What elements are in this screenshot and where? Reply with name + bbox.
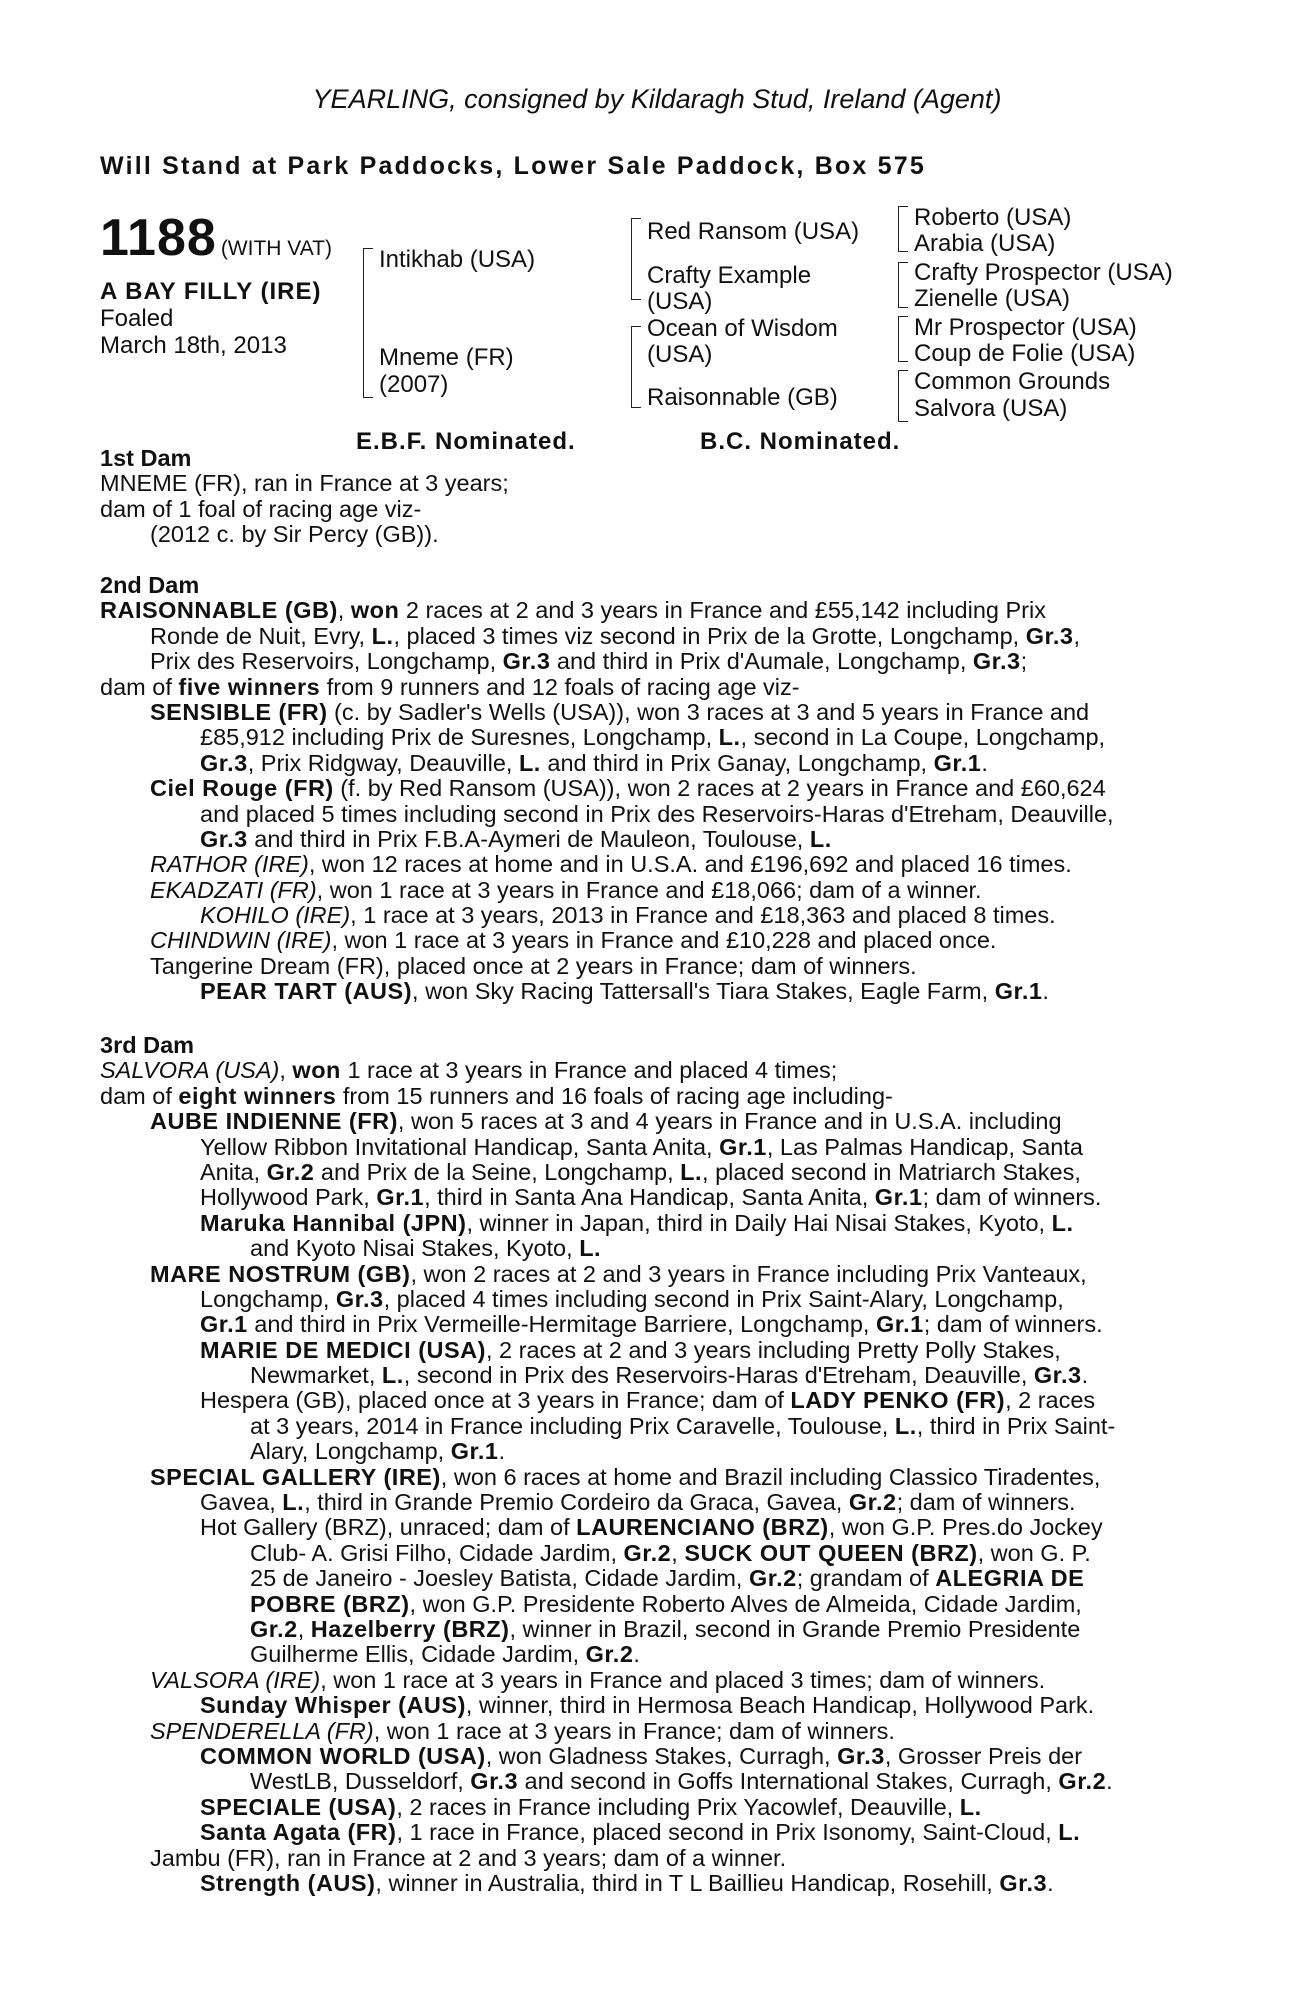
text-line bbox=[100, 776, 1202, 801]
sd-dam: Zienelle (USA) bbox=[914, 285, 1071, 312]
text: , winner in Australia, third in T L Baillieu Handicap, Rosehill, bbox=[375, 1869, 1000, 1896]
text: , won 12 races at home and in U.S.A. and £196,692 and placed 16 times. bbox=[308, 851, 1072, 878]
grade: Gr.2 bbox=[585, 1641, 634, 1668]
text-line: dam of 1 foal of racing age viz- bbox=[100, 495, 422, 522]
pedigree-brace bbox=[631, 218, 641, 300]
text: , won 1 race at 3 years in France; dam of winners. bbox=[373, 1717, 895, 1744]
dam-year: (2007) bbox=[379, 371, 449, 398]
text: . bbox=[981, 749, 988, 776]
text-line bbox=[100, 1058, 1202, 1083]
runner-name: RATHOR (IRE) bbox=[150, 851, 309, 878]
text-line bbox=[100, 1262, 1202, 1287]
sd-sire: Crafty Prospector (USA) bbox=[914, 259, 1173, 286]
runner-name: PEAR TART (AUS) bbox=[200, 978, 413, 1005]
text: , Las Palmas Handicap, Santa bbox=[766, 1133, 1083, 1160]
text: five winners bbox=[178, 673, 321, 700]
text: won bbox=[350, 597, 400, 624]
text: from 9 runners and 12 foals of racing age viz- bbox=[320, 673, 800, 700]
text: , third in Prix Saint- bbox=[916, 1412, 1116, 1439]
text: and second in Goffs International Stakes, Curragh, bbox=[518, 1768, 1059, 1795]
text: , bbox=[337, 597, 351, 624]
runner-name: CHINDWIN (IRE) bbox=[150, 927, 332, 954]
text: , won 5 races at 3 and 4 years in France and in U.S.A. including bbox=[397, 1108, 1062, 1135]
text-line bbox=[100, 1795, 1202, 1820]
text-line bbox=[100, 1719, 1202, 1744]
grade: Gr.1 bbox=[450, 1438, 499, 1465]
text: , won G. P. bbox=[977, 1539, 1091, 1566]
text: Gavea, bbox=[200, 1489, 283, 1516]
text-line bbox=[100, 1668, 1202, 1693]
text: , won 2 races at 2 and 3 years in France including Prix Vanteaux, bbox=[410, 1260, 1087, 1287]
text-line bbox=[100, 1465, 1202, 1490]
text: Anita, bbox=[200, 1158, 267, 1185]
text-line bbox=[100, 751, 1202, 776]
section-heading: 2nd Dam bbox=[100, 572, 200, 598]
text: , bbox=[1073, 622, 1080, 649]
dam-name: Mneme (FR) bbox=[379, 344, 514, 371]
text-line bbox=[100, 1617, 1202, 1642]
text-line bbox=[100, 1592, 1202, 1617]
page-subtitle: YEARLING, consigned by Kildaragh Stud, Ireland (Agent) bbox=[312, 84, 1002, 114]
text: , won G.P. Pres.do Jockey bbox=[828, 1514, 1103, 1541]
text: and third in Prix Ganay, Longchamp, bbox=[540, 749, 934, 776]
text: , bbox=[297, 1615, 311, 1642]
grade: L. bbox=[381, 1362, 404, 1389]
dam-sire-2: (USA) bbox=[647, 341, 713, 368]
runner-name: Hazelberry (BRZ) bbox=[310, 1615, 510, 1642]
text: , 1 race in France, placed second in Prix Isonomy, Saint-Cloud, bbox=[396, 1819, 1059, 1846]
grade: Gr.2 bbox=[623, 1539, 672, 1566]
text-line bbox=[100, 1642, 1202, 1667]
runner-name: SPECIALE (USA) bbox=[200, 1793, 397, 1820]
grade: Gr.3 bbox=[470, 1768, 519, 1795]
text-line bbox=[100, 1744, 1202, 1769]
text-line bbox=[100, 928, 1202, 953]
text-line: and placed 5 times including second in Prix des Reservoirs-Haras d'Etreham, Deauville, bbox=[200, 800, 1114, 827]
text: , placed 4 times including second in Prix Saint-Alary, Longchamp, bbox=[383, 1285, 1064, 1312]
text: (f. by Red Ransom (USA)), won 2 races at 2 years in France and £60,624 bbox=[333, 775, 1106, 802]
text: , won Gladness Stakes, Curragh, bbox=[485, 1742, 838, 1769]
runner-name: VALSORA (IRE) bbox=[150, 1666, 321, 1693]
text: . bbox=[498, 1438, 505, 1465]
runner-name: MARIE DE MEDICI (USA) bbox=[200, 1336, 486, 1363]
text: . bbox=[1047, 1869, 1054, 1896]
bc-nominated: B.C. Nominated. bbox=[700, 428, 901, 455]
ebf-nominated: E.B.F. Nominated. bbox=[356, 428, 576, 455]
text: and third in Prix Vermeille-Hermitage Barriere, Longchamp, bbox=[247, 1311, 876, 1338]
text: , Prix Ridgway, Deauville, bbox=[247, 749, 519, 776]
text: dam of bbox=[100, 673, 179, 700]
text: 2 races at 2 and 3 years in France and £55,142 including Prix bbox=[399, 597, 1046, 624]
grade: Gr.2 bbox=[266, 1158, 315, 1185]
text-line bbox=[100, 1414, 1202, 1439]
text: , won Sky Racing Tattersall's Tiara Stakes, Eagle Farm, bbox=[412, 978, 995, 1005]
text-line bbox=[100, 1541, 1202, 1566]
grade: Gr.2 bbox=[748, 1565, 797, 1592]
text: Hollywood Park, bbox=[200, 1184, 377, 1211]
text: ; dam of winners. bbox=[922, 1184, 1102, 1211]
text-line bbox=[100, 1236, 1202, 1261]
text: Club- A. Grisi Filho, Cidade Jardim, bbox=[250, 1539, 624, 1566]
text-line bbox=[100, 852, 1202, 877]
text: ; dam of winners. bbox=[896, 1489, 1076, 1516]
grade: L. bbox=[282, 1489, 305, 1516]
text: Ronde de Nuit, Evry, bbox=[150, 622, 372, 649]
section-heading: 3rd Dam bbox=[100, 1032, 195, 1058]
grade: L. bbox=[1051, 1209, 1074, 1236]
runner-name: Sunday Whisper (AUS) bbox=[200, 1692, 466, 1719]
text: . bbox=[1042, 978, 1049, 1005]
text-line bbox=[100, 1109, 1202, 1134]
section-heading: 1st Dam bbox=[100, 445, 192, 471]
text: , 2 races bbox=[1005, 1387, 1096, 1414]
text: from 15 runners and 16 foals of racing age including- bbox=[336, 1082, 893, 1109]
pedigree-brace bbox=[898, 316, 908, 362]
runner-name: RAISONNABLE (GB) bbox=[100, 597, 338, 624]
runner-name: SPECIAL GALLERY (IRE) bbox=[150, 1463, 441, 1490]
grade: Gr.1 bbox=[200, 1311, 248, 1338]
runner-name: Ciel Rouge (FR) bbox=[150, 775, 334, 802]
grade: L. bbox=[959, 1793, 982, 1820]
runner-name: AUBE INDIENNE (FR) bbox=[150, 1108, 398, 1135]
text: WestLB, Dusseldorf, bbox=[250, 1768, 471, 1795]
grade: L. bbox=[1058, 1819, 1081, 1846]
sire-sire: Red Ransom (USA) bbox=[647, 218, 860, 245]
text-line bbox=[100, 1769, 1202, 1794]
text-line bbox=[100, 1820, 1202, 1845]
text: eight winners bbox=[178, 1082, 337, 1109]
text: and Prix de la Seine, Longchamp, bbox=[314, 1158, 681, 1185]
stand-location: Will Stand at Park Paddocks, Lower Sale Paddock, Box 575 bbox=[100, 152, 926, 180]
grade: Gr.1 bbox=[933, 749, 982, 776]
pedigree-brace bbox=[898, 262, 908, 308]
text: ; dam of winners. bbox=[923, 1311, 1103, 1338]
text: , won 1 race at 3 years in France and placed 3 times; dam of winners. bbox=[320, 1666, 1046, 1693]
grade: L. bbox=[809, 825, 832, 852]
ds-sire: Mr Prospector (USA) bbox=[914, 314, 1137, 341]
text: . bbox=[1106, 1768, 1113, 1795]
grade: Gr.2 bbox=[848, 1489, 897, 1516]
text: Guilherme Ellis, Cidade Jardim, bbox=[250, 1641, 586, 1668]
text-line bbox=[100, 649, 1202, 674]
ss-sire: Roberto (USA) bbox=[914, 204, 1072, 231]
pedigree-brace bbox=[898, 370, 908, 422]
text-line bbox=[100, 700, 1202, 725]
sire-dam-2: (USA) bbox=[647, 288, 713, 315]
text: won bbox=[292, 1057, 341, 1084]
text-line bbox=[100, 903, 1202, 928]
text: Longchamp, bbox=[200, 1285, 336, 1312]
grade: Gr.1 bbox=[719, 1133, 767, 1160]
grade: Gr.2 bbox=[1058, 1768, 1107, 1795]
text: , bbox=[671, 1539, 685, 1566]
text: dam of bbox=[100, 1082, 179, 1109]
second-dam-section bbox=[100, 573, 1202, 1005]
text: , 2 races at 2 and 3 years including Pretty Polly Stakes, bbox=[485, 1336, 1061, 1363]
text: Alary, Longchamp, bbox=[250, 1438, 451, 1465]
text: , Grosser Preis der bbox=[884, 1742, 1083, 1769]
runner-name: LADY PENKO (FR) bbox=[790, 1387, 1006, 1414]
text: , 1 race at 3 years, 2013 in France and £18,363 and placed 8 times. bbox=[350, 902, 1056, 929]
text-line bbox=[100, 1084, 1202, 1109]
text-line: (2012 c. by Sir Percy (GB)). bbox=[150, 521, 439, 548]
text: Yellow Ribbon Invitational Handicap, Santa Anita, bbox=[200, 1133, 720, 1160]
grade: Gr.1 bbox=[874, 1184, 923, 1211]
text: (c. by Sadler's Wells (USA)), won 3 races at 3 and 5 years in France and bbox=[327, 698, 1090, 725]
text: , second in La Coupe, Longchamp, bbox=[740, 724, 1106, 751]
runner-name: LAURENCIANO (BRZ) bbox=[576, 1514, 829, 1541]
pedigree-brace bbox=[631, 326, 641, 408]
text: and third in Prix F.B.A-Aymeri de Mauleon, Toulouse, bbox=[247, 825, 810, 852]
vat-note: (WITH VAT) bbox=[220, 237, 333, 260]
text-line bbox=[100, 725, 1202, 750]
dd-dam: Salvora (USA) bbox=[914, 395, 1068, 422]
text-line bbox=[100, 1211, 1202, 1236]
grade: Gr.3 bbox=[1025, 622, 1074, 649]
runner-name: SPENDERELLA (FR) bbox=[150, 1717, 374, 1744]
runner-name: Strength (AUS) bbox=[200, 1869, 376, 1896]
text-line bbox=[100, 624, 1202, 649]
runner-name: EKADZATI (FR) bbox=[150, 876, 317, 903]
text: Newmarket, bbox=[250, 1362, 382, 1389]
text: , placed second in Matriarch Stakes, bbox=[702, 1158, 1081, 1185]
text-line bbox=[100, 878, 1202, 903]
foaled-date: March 18th, 2013 bbox=[100, 332, 287, 359]
text: , won 1 race at 3 years in France and £18,066; dam of a winner. bbox=[316, 876, 982, 903]
text-line bbox=[100, 1871, 1202, 1896]
text-line: Tangerine Dream (FR), placed once at 2 years in France; dam of winners. bbox=[150, 952, 917, 979]
text: 1 race at 3 years in France and placed 4 times; bbox=[340, 1057, 838, 1084]
pedigree-brace bbox=[898, 206, 908, 252]
grade: L. bbox=[371, 622, 394, 649]
text: , bbox=[279, 1057, 293, 1084]
text-line bbox=[100, 1338, 1202, 1363]
text-line bbox=[100, 598, 1202, 623]
text: , won G.P. Presidente Roberto Alves de Almeida, Cidade Jardim, bbox=[409, 1590, 1082, 1617]
text: . bbox=[633, 1641, 640, 1668]
runner-name: KOHILO (IRE) bbox=[200, 902, 351, 929]
text: Hot Gallery (BRZ), unraced; dam of bbox=[200, 1514, 577, 1541]
grade: Gr.2 bbox=[250, 1615, 298, 1642]
text: , won 1 race at 3 years in France and £10,228 and placed once. bbox=[331, 927, 997, 954]
text-line: MNEME (FR), ran in France at 3 years; bbox=[100, 470, 509, 497]
grade: Gr.1 bbox=[376, 1184, 425, 1211]
text-line bbox=[100, 1135, 1202, 1160]
text-line bbox=[100, 1490, 1202, 1515]
text: ; bbox=[1020, 648, 1028, 675]
text-line: Jambu (FR), ran in France at 2 and 3 years; dam of a winner. bbox=[150, 1844, 787, 1871]
sire: Intikhab (USA) bbox=[379, 246, 536, 273]
grade: L. bbox=[680, 1158, 703, 1185]
grade: Gr.3 bbox=[972, 648, 1021, 675]
text: and Kyoto Nisai Stakes, Kyoto, bbox=[250, 1235, 580, 1262]
runner-name: COMMON WORLD (USA) bbox=[200, 1742, 486, 1769]
grade: Gr.1 bbox=[994, 978, 1043, 1005]
third-dam-section bbox=[100, 1033, 1202, 1896]
grade: L. bbox=[894, 1412, 917, 1439]
text-line bbox=[100, 827, 1202, 852]
dd-sire: Common Grounds bbox=[914, 368, 1111, 395]
text: , third in Grande Premio Cordeiro da Graca, Gavea, bbox=[304, 1489, 849, 1516]
text: Hespera (GB), placed once at 3 years in France; dam of bbox=[200, 1387, 791, 1414]
first-dam-section bbox=[100, 446, 1202, 548]
grade: Gr.1 bbox=[875, 1311, 924, 1338]
grade: Gr.3 bbox=[999, 1869, 1048, 1896]
runner-name: ALEGRIA DE bbox=[935, 1565, 1085, 1592]
text: , winner in Brazil, second in Grande Premio Presidente bbox=[509, 1615, 1081, 1642]
text: . bbox=[1081, 1362, 1089, 1389]
text: , won 6 races at home and Brazil including Classico Tiradentes, bbox=[440, 1463, 1101, 1490]
text: , third in Santa Ana Handicap, Santa Anita, bbox=[424, 1184, 875, 1211]
text-line bbox=[100, 1566, 1202, 1591]
grade: L. bbox=[518, 749, 541, 776]
text: 25 de Janeiro - Joesley Batista, Cidade Jardim, bbox=[250, 1565, 749, 1592]
text: ; grandam of bbox=[796, 1565, 936, 1592]
lot-number-block bbox=[100, 208, 332, 268]
runner-name: POBRE (BRZ) bbox=[250, 1590, 410, 1617]
text-line bbox=[100, 1515, 1202, 1540]
grade: Gr.3 bbox=[1033, 1362, 1082, 1389]
grade: Gr.3 bbox=[335, 1285, 384, 1312]
text: , 2 races in France including Prix Yacowlef, Deauville, bbox=[396, 1793, 960, 1820]
text-line bbox=[100, 979, 1202, 1004]
runner-name: SENSIBLE (FR) bbox=[150, 698, 328, 725]
text: , winner in Japan, third in Daily Hai Nisai Stakes, Kyoto, bbox=[466, 1209, 1052, 1236]
ss-dam: Arabia (USA) bbox=[914, 230, 1056, 257]
runner-name: SUCK OUT QUEEN (BRZ) bbox=[684, 1539, 978, 1566]
text: , winner, third in Hermosa Beach Handicap, Hollywood Park. bbox=[465, 1692, 1095, 1719]
dam-dam: Raisonnable (GB) bbox=[647, 384, 838, 411]
text-line bbox=[100, 1185, 1202, 1210]
text-line bbox=[100, 1287, 1202, 1312]
pedigree-brace bbox=[363, 248, 373, 398]
lot-number: 1188 bbox=[100, 209, 217, 267]
text-line bbox=[100, 1388, 1202, 1413]
sire-dam-1: Crafty Example bbox=[647, 262, 812, 289]
grade: Gr.3 bbox=[837, 1742, 885, 1769]
ds-dam: Coup de Folie (USA) bbox=[914, 340, 1136, 367]
text-line bbox=[100, 1160, 1202, 1185]
horse-name: A BAY FILLY (IRE) bbox=[100, 278, 322, 305]
dam-sire-1: Ocean of Wisdom bbox=[647, 315, 838, 342]
foaled-label: Foaled bbox=[100, 305, 174, 332]
grade: L. bbox=[579, 1235, 602, 1262]
text-line bbox=[100, 675, 1202, 700]
text-line bbox=[100, 1312, 1202, 1337]
text: at 3 years, 2014 in France including Prix Caravelle, Toulouse, bbox=[250, 1412, 895, 1439]
runner-name: MARE NOSTRUM (GB) bbox=[150, 1260, 411, 1287]
runner-name: SALVORA (USA) bbox=[100, 1057, 280, 1084]
grade: Gr.3 bbox=[200, 825, 248, 852]
text-line bbox=[100, 1439, 1202, 1464]
text: Prix des Reservoirs, Longchamp, bbox=[150, 648, 503, 675]
text: , second in Prix des Reservoirs-Haras d'Etreham, Deauville, bbox=[403, 1362, 1034, 1389]
grade: Gr.3 bbox=[502, 648, 551, 675]
runner-name: Maruka Hannibal (JPN) bbox=[200, 1209, 467, 1236]
grade: Gr.3 bbox=[200, 749, 248, 776]
text: and third in Prix d'Aumale, Longchamp, bbox=[550, 648, 973, 675]
runner-name: Santa Agata (FR) bbox=[200, 1819, 397, 1846]
text: £85,912 including Prix de Suresnes, Longchamp, bbox=[200, 724, 719, 751]
text-line bbox=[100, 1363, 1202, 1388]
grade: L. bbox=[718, 724, 741, 751]
text: , placed 3 times viz second in Prix de la Grotte, Longchamp, bbox=[393, 622, 1026, 649]
text-line bbox=[100, 1693, 1202, 1718]
